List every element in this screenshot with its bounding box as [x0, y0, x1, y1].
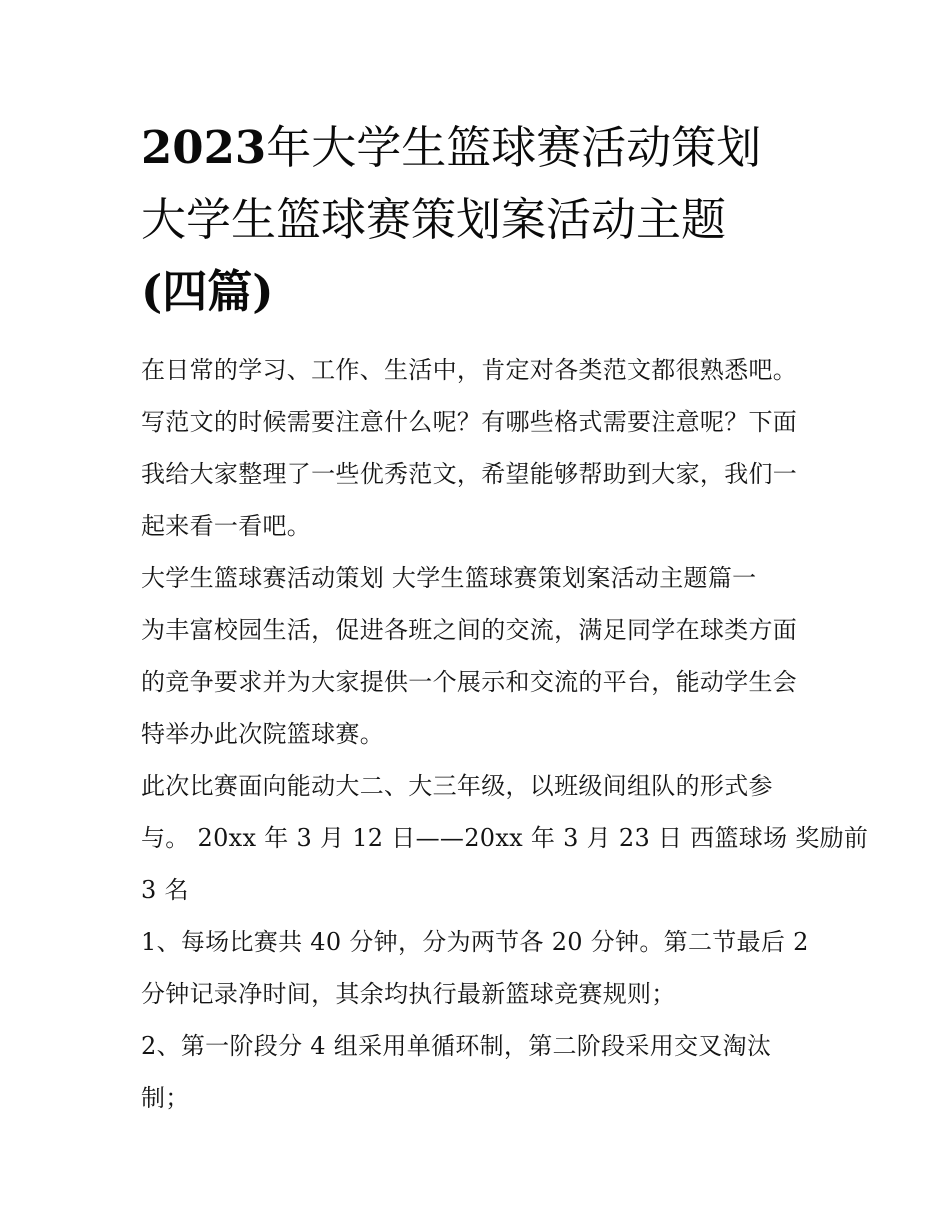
title-year: 2023 [141, 121, 267, 174]
rule-item-1 [141, 916, 816, 1020]
document-title [141, 112, 816, 328]
paragraph-line: 2、第一阶段分 4 组采用单循环制，第二阶段采用交叉淘汰 [141, 1032, 772, 1060]
title-line-1-text: 年大学生篮球赛活动策划 [266, 121, 762, 174]
paragraph-line: 的竞争要求并为大家提供一个展示和交流的平台，能动学生会 [141, 668, 798, 696]
paragraph-line: 特举办此次院篮球赛。 [141, 720, 384, 748]
purpose-paragraph [141, 604, 816, 760]
paragraph-line: 此次比赛面向能动大二、大三年级，以班级间组队的形式参 [141, 772, 773, 800]
details-paragraph [141, 760, 869, 916]
paragraph-line: 1、每场比赛共 40 分钟，分为两节各 20 分钟。第二节最后 2 [141, 928, 809, 956]
paragraph-line: 3 名 [141, 876, 189, 904]
title-line-1 [141, 112, 816, 184]
paragraph-line: 与。 20xx 年 3 月 12 日——20xx 年 3 月 23 日 西篮球场 奖励前 [141, 824, 869, 852]
title-line-3: (四篇) [141, 265, 274, 318]
intro-paragraph [141, 344, 816, 552]
rule-item-2 [141, 1020, 816, 1124]
paragraph-line: 制； [141, 1084, 190, 1112]
paragraph-line: 为丰富校园生活，促进各班之间的交流，满足同学在球类方面 [141, 616, 798, 644]
section-heading [141, 552, 816, 604]
paragraph-line: 大学生篮球赛活动策划 大学生篮球赛策划案活动主题篇一 [141, 564, 757, 592]
paragraph-line: 我给大家整理了一些优秀范文，希望能够帮助到大家，我们一 [141, 460, 798, 488]
paragraph-line: 分钟记录净时间，其余均执行最新篮球竞赛规则； [141, 980, 676, 1008]
paragraph-line: 写范文的时候需要注意什么呢？有哪些格式需要注意呢？下面 [141, 408, 798, 436]
document-page [141, 112, 869, 1124]
paragraph-line: 起来看一看吧。 [141, 512, 312, 540]
paragraph-line: 在日常的学习、工作、生活中，肯定对各类范文都很熟悉吧。 [141, 356, 798, 384]
title-line-2: 大学生篮球赛策划案活动主题 [141, 193, 727, 246]
